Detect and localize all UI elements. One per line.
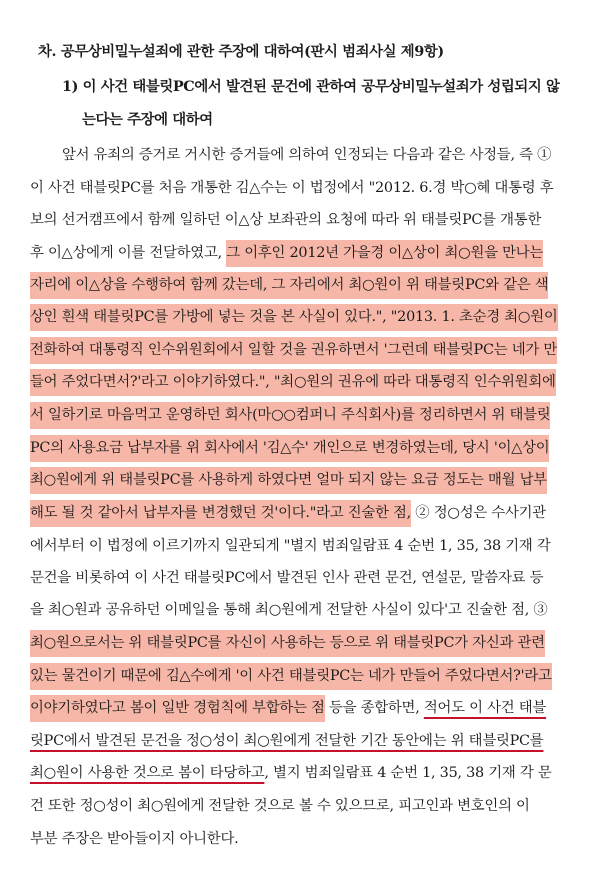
highlight-passage: 상인 흰색 태블릿PC를 가방에 넣는 것을 본 사실이 있다.", "2013. 1. 초순경 최○원이 (30, 304, 558, 331)
body-line-22: 부분 주장은 받아들이지 아니한다. (30, 831, 239, 847)
body-line-3: 보의 선거캠프에서 함께 일하던 이△상 보좌관의 요청에 따라 위 태블릿PC를 개통한 (30, 212, 542, 228)
body-line-13: 에서부터 이 법정에 이르기까지 일관되게 "별지 범죄일람표 4 순번 1, 35, 38 기재 각 (30, 538, 551, 554)
body-line-10 (30, 438, 549, 458)
highlight-passage: 들어 주었다면서?'라고 이야기하였다.", "최○원의 권유에 따라 대통령직 인수위원회에 (30, 369, 556, 396)
highlight-passage: 해도 될 것 같아서 납부자를 변경했던 것'이다."라고 진술한 점, (30, 500, 411, 527)
body-line-5 (30, 275, 548, 295)
body-line-12 (30, 503, 546, 523)
section-heading: 차. 공무상비밀누설죄에 관한 주장에 대하여(판시 범죄사실 제9항) (38, 43, 444, 60)
highlight-passage: 서 일하기로 마음먹고 운영하던 회사(마○○컴퍼니 주식회사)를 정리하면서 위 태블릿 (30, 402, 550, 429)
underlined-conclusion: 적어도 이 사건 태블 (423, 700, 547, 716)
underlined-conclusion: 최○원이 사용한 것으로 봄이 타당하고 (30, 765, 265, 781)
body-line-2: 이 사건 태블릿PC를 처음 개통한 김△수는 이 법정에서 "2012. 6.경 박○혜 대통령 후 (30, 180, 554, 196)
body-line-4-plain: 후 이△상에게 이를 전달하였고, (30, 245, 222, 261)
highlight-passage: 최○원에게 위 태블릿PC를 사용하게 하였다면 얼마 되지 않는 요금 정도는 매월 납부 (30, 467, 547, 494)
body-line-9 (30, 405, 550, 425)
highlight-passage: 자리에 이△상을 수행하여 함께 갔는데, 그 자리에서 최○원이 위 태블릿PC와 같은 색 (30, 272, 548, 299)
highlight-passage: 최○원으로서는 위 태블릿PC를 자신이 사용하는 등으로 위 태블릿PC가 자신과 관련 (30, 630, 545, 657)
body-line-20-plain: , 별지 범죄일람표 4 순번 1, 35, 38 기재 각 문 (264, 765, 552, 781)
underlined-conclusion: 릿PC에서 발견된 문건을 정○성이 최○원에게 전달한 기간 동안에는 위 태블릿PC를 (30, 733, 544, 749)
body-line-18 (30, 698, 546, 718)
subheading-line-1: 1) 이 사건 태블릿PC에서 발견된 문건에 관하여 공무상비밀누설죄가 성립되지 않 (62, 78, 560, 95)
highlight-passage: 이야기하였다고 봄이 일반 경험칙에 부합하는 점 (30, 695, 325, 722)
body-line-12-plain: ② 정○성은 수사기관 (415, 505, 546, 521)
body-line-7 (30, 340, 557, 360)
body-line-17 (30, 666, 552, 686)
highlight-passage: 그 이후인 2012년 가을경 이△상이 최○원을 만나는 (226, 240, 543, 267)
body-line-15: 을 최○원과 공유하던 이메일을 통해 최○원에게 전달한 사실이 있다'고 진술한 점, ③ (30, 602, 548, 618)
body-line-20 (30, 763, 552, 783)
highlight-passage: 있는 물건이기 때문에 김△수에게 '이 사건 태블릿PC는 네가 만들어 주었다면서?'라고 (30, 663, 552, 690)
highlight-passage: 전화하여 대통령직 인수위원회에서 일할 것을 권유하면서 '그런데 태블릿PC는 네가 만 (30, 337, 557, 364)
body-line-18-plain: 등을 종합하면, (324, 700, 424, 716)
body-line-11 (30, 470, 547, 490)
subheading-line-2: 는다는 주장에 대하여 (82, 111, 213, 128)
body-line-1: 앞서 유죄의 증거로 거시한 증거들에 의하여 인정되는 다음과 같은 사정들, 즉 ① (62, 147, 552, 163)
highlight-passage: PC의 사용요금 납부자를 위 회사에서 '김△수' 개인으로 변경하였는데, 당시 '이△상이 (30, 435, 549, 462)
body-line-16 (30, 633, 545, 653)
body-line-14: 문건을 비롯하여 이 사건 태블릿PC에서 발견된 인사 관련 문건, 연설문, 말씀자료 등 (30, 570, 544, 586)
body-line-4 (30, 243, 543, 263)
body-line-21: 건 또한 정○성이 최○원에게 전달한 것으로 볼 수 있으므로, 피고인과 변호인의 이 (30, 798, 530, 814)
body-line-6 (30, 307, 558, 327)
body-line-19 (30, 731, 543, 751)
body-line-8 (30, 372, 556, 392)
